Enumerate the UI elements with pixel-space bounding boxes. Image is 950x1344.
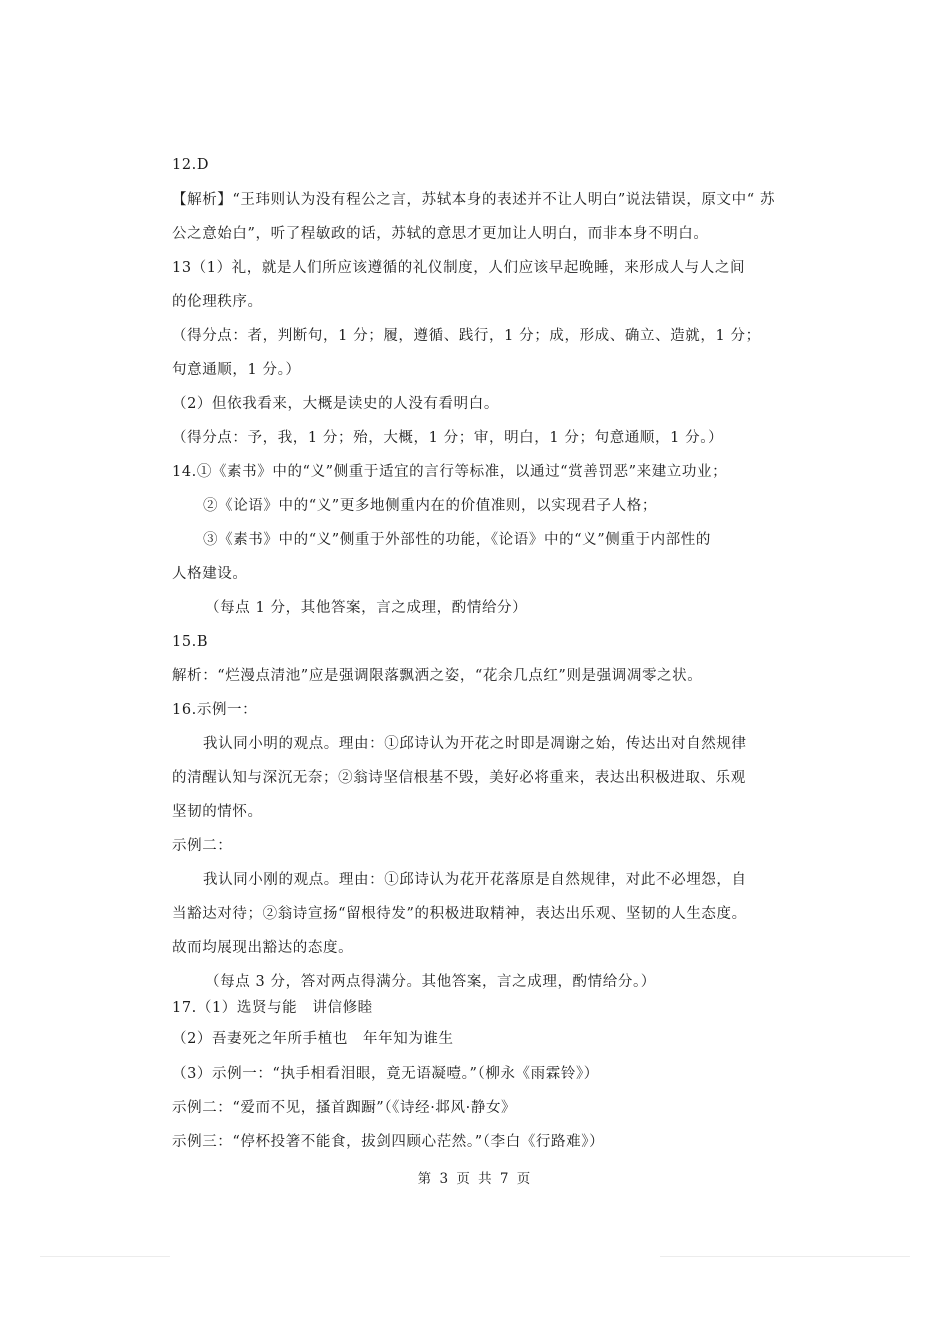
answer-17-3-example-1: （3）示例一：“执手相看泪眼，竟无语凝噎。”（柳永《雨霖铃》） [172,1066,599,1082]
answer-14-scoring: （每点 1 分，其他答案，言之成理，酌情给分） [205,600,528,616]
answer-13-2-scoring: （得分点：予，我，1 分；殆，大概，1 分；审，明白，1 分；句意通顺，1 分。） [172,430,724,446]
answer-14-1: 14.①《素书》中的“义”侧重于适宜的言行等标准，以通过“赏善罚恶”来建立功业； [172,464,728,480]
answer-13-1-cont: 的伦理秩序。 [172,294,263,310]
answer-14-3-cont: 人格建设。 [172,566,248,582]
answer-16-example-1: 我认同小明的观点。理由：①邱诗认为开花之时即是凋谢之始，传达出对自然规律 [203,736,747,752]
answer-16-example-1-heading: 16.示例一： [172,702,258,718]
answer-12: 12.D [172,157,210,173]
answer-14-3: ③《素书》中的“义”侧重于外部性的功能，《论语》中的“义”侧重于内部性的 [203,532,711,548]
answer-17-2: （2）吾妻死之年所手植也 年年知为谁生 [172,1031,454,1047]
answer-16-example-1-cont: 的清醒认知与深沉无奈；②翁诗坚信根基不毁，美好必将重来，表达出积极进取、乐观 [172,770,746,786]
answer-16-example-2: 我认同小刚的观点。理由：①邱诗认为花开花落原是自然规律，对此不必埋怨，自 [203,872,747,888]
answer-17-1: 17.（1）选贤与能 讲信修睦 [172,1000,373,1016]
bottom-divider-left [40,1256,170,1257]
answer-13-1-scoring-cont: 句意通顺，1 分。） [172,362,301,378]
page-number: 第 3 页 共 7 页 [417,1171,533,1187]
answer-16-example-2-end: 故而均展现出豁达的态度。 [172,940,354,956]
answer-16-example-2-heading: 示例二： [172,838,233,854]
answer-13-1: 13（1）礼，就是人们所应该遵循的礼仪制度，人们应该早起晚睡，来形成人与人之间 [172,260,746,276]
answer-16-scoring: （每点 3 分，答对两点得满分。其他答案，言之成理，酌情给分。） [205,974,656,990]
answer-15-analysis: 解析：“烂漫点清池”应是强调限落飘洒之姿，“花余几点红”则是强调凋零之状。 [172,668,703,684]
answer-12-analysis-cont: 公之意始白”，听了程敏政的话，苏轼的意思才更加让人明白，而非本身不明白。 [172,226,709,242]
answer-17-3-example-2: 示例二：“爱而不见，搔首踟蹰”（《诗经·邶风·静女》 [172,1100,517,1116]
answer-16-example-1-end: 坚韧的情怀。 [172,804,263,820]
answer-17-3-example-3: 示例三：“停杯投箸不能食，拔剑四顾心茫然。”（李白《行路难》） [172,1134,605,1150]
answer-16-example-2-cont: 当豁达对待；②翁诗宣扬“留根待发”的积极进取精神，表达出乐观、坚韧的人生态度。 [172,906,747,922]
answer-15: 15.B [172,634,209,650]
answer-12-analysis: 【解析】“王玮则认为没有程公之言，苏轼本身的表述并不让人明白”说法错误，原文中“ 苏 [172,192,776,208]
answer-14-2: ②《论语》中的“义”更多地侧重内在的价值准则，以实现君子人格； [203,498,657,514]
answer-13-1-scoring: （得分点：者，判断句，1 分；履，遵循、践行，1 分；成，形成、确立、造就，1 分； [172,328,761,344]
bottom-divider-right [660,1256,910,1257]
answer-13-2: （2）但依我看来，大概是读史的人没有看明白。 [172,396,499,412]
